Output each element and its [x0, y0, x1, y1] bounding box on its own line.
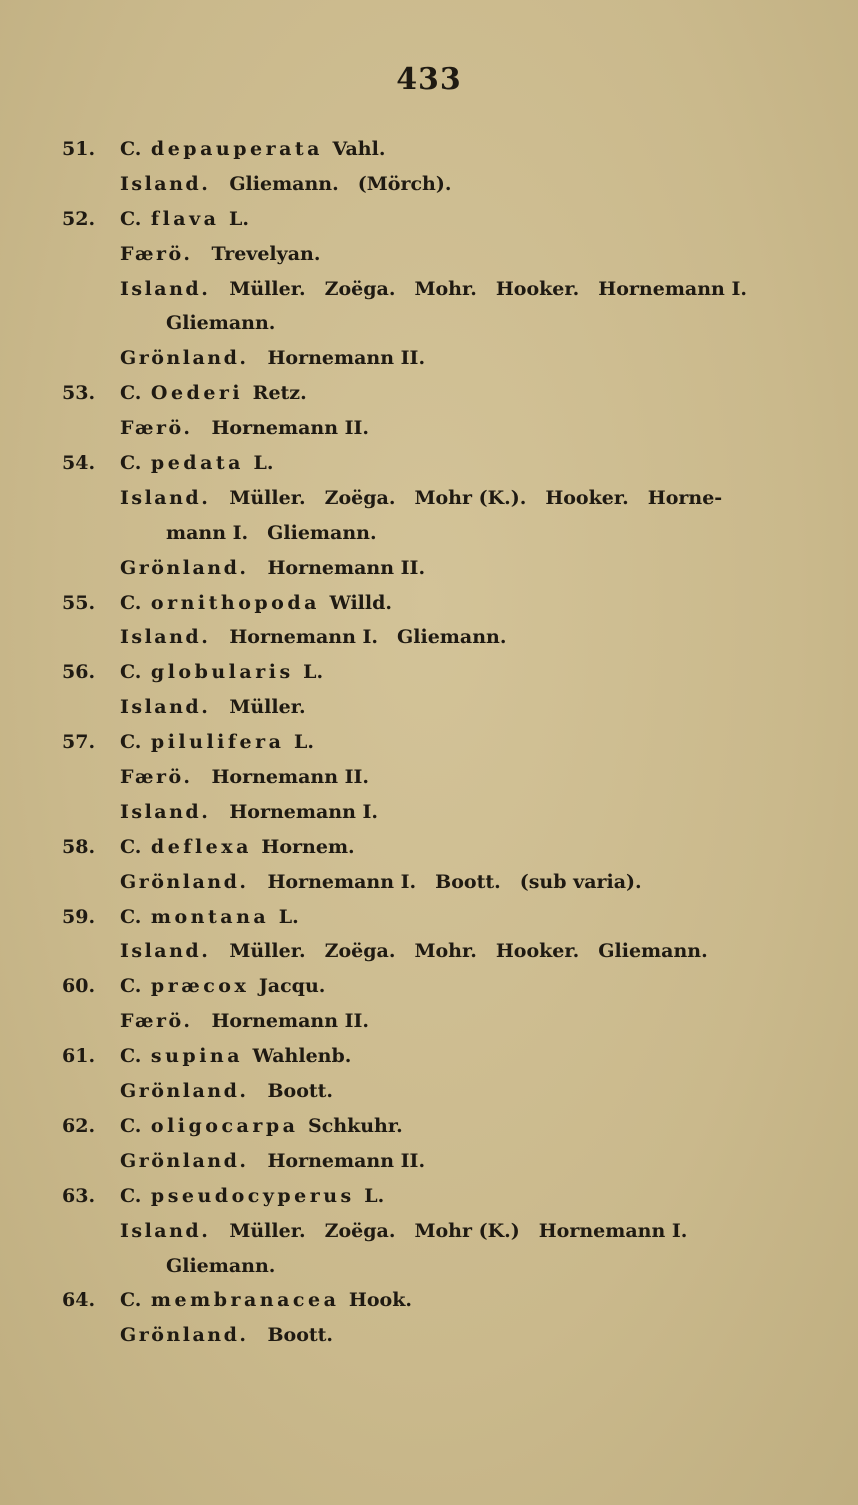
- collector-name: Müller.: [229, 940, 306, 963]
- species-number: 59.: [62, 905, 96, 928]
- locality-record: [0, 481, 858, 516]
- species-heading: [0, 725, 858, 760]
- page-number: 433: [396, 62, 462, 97]
- locality-record: [0, 1004, 858, 1039]
- record-text: [120, 1318, 333, 1353]
- species-author: L.: [293, 731, 314, 754]
- record-text: [166, 306, 275, 341]
- species-epithet: pilulifera: [150, 731, 285, 754]
- collector-name: Hooker.: [495, 277, 580, 300]
- record-text: [120, 272, 747, 307]
- species-author: Hornem.: [261, 835, 355, 858]
- species-number: 51.: [62, 138, 96, 160]
- species-heading: [0, 1039, 858, 1074]
- species-heading: [0, 1179, 858, 1214]
- species-name: [120, 1179, 384, 1214]
- record-text: [120, 1074, 333, 1109]
- species-epithet: membranacea: [150, 1289, 340, 1312]
- region-name: Grönland.: [120, 347, 249, 370]
- species-number: 54.: [62, 452, 96, 475]
- species-heading: [0, 132, 858, 167]
- region-name: Færö.: [120, 766, 193, 789]
- species-name: [120, 376, 307, 411]
- species-name: [120, 725, 314, 760]
- collector-name: Hornemann I.: [267, 870, 417, 893]
- genus-abbrev: C.: [120, 835, 142, 858]
- collector-name: Hornemann II.: [211, 1010, 370, 1033]
- collector-name: Hornemann II.: [267, 556, 426, 579]
- collector-name: Müller.: [229, 1219, 306, 1242]
- region-name: Færö.: [120, 417, 193, 440]
- region-name: Island.: [120, 696, 211, 719]
- locality-record: [0, 620, 858, 655]
- locality-record: [0, 1074, 858, 1109]
- record-text: [120, 795, 378, 830]
- region-name: Island.: [120, 1219, 211, 1242]
- species-epithet: præcox: [150, 975, 250, 998]
- species-epithet: pseudocyperus: [150, 1184, 355, 1207]
- collector-name: Gliemann.: [397, 626, 507, 649]
- locality-record: [0, 167, 858, 202]
- region-name: Island.: [120, 940, 211, 963]
- species-list: [0, 132, 858, 1353]
- species-epithet: deflexa: [150, 835, 252, 858]
- record-text: [120, 1004, 369, 1039]
- species-author: L.: [228, 207, 249, 230]
- collector-name: Zoëga.: [324, 486, 396, 509]
- species-author: L.: [278, 905, 299, 928]
- locality-record: [0, 1249, 858, 1284]
- collector-name: Müller.: [229, 277, 306, 300]
- genus-abbrev: C.: [120, 1184, 142, 1207]
- collector-name: Mohr.: [414, 940, 477, 963]
- genus-abbrev: C.: [120, 905, 142, 928]
- record-text: [120, 341, 425, 376]
- record-text: [120, 865, 642, 900]
- region-name: Grönland.: [120, 1080, 249, 1103]
- species-number: 62.: [62, 1114, 96, 1137]
- record-text: [166, 1249, 275, 1284]
- genus-abbrev: C.: [120, 207, 142, 230]
- species-name: [120, 132, 385, 167]
- collector-name: Gliemann.: [267, 521, 377, 544]
- region-name: Grönland.: [120, 1324, 249, 1347]
- collector-name: Müller.: [229, 696, 306, 719]
- record-text: [166, 516, 377, 551]
- species-number: 58.: [62, 835, 96, 858]
- species-name: [120, 655, 323, 690]
- locality-record: [0, 690, 858, 725]
- species-author: Wahlenb.: [252, 1045, 352, 1068]
- collector-name: Zoëga.: [324, 277, 396, 300]
- collector-name: Gliemann.: [166, 1254, 276, 1277]
- species-author: Hook.: [348, 1289, 412, 1312]
- collector-name: Boott.: [267, 1080, 334, 1103]
- region-name: Færö.: [120, 1010, 193, 1033]
- species-author: Vahl.: [332, 138, 386, 160]
- record-text: [120, 760, 369, 795]
- collector-name: Gliemann.: [598, 940, 708, 963]
- genus-abbrev: C.: [120, 1045, 142, 1068]
- species-author: Schkuhr.: [307, 1114, 403, 1137]
- species-heading: [0, 1283, 858, 1318]
- genus-abbrev: C.: [120, 452, 142, 475]
- species-heading: [0, 969, 858, 1004]
- species-name: [120, 202, 249, 237]
- species-number: 52.: [62, 207, 96, 230]
- collector-name: Gliemann.: [229, 172, 339, 195]
- collector-name: (sub varia).: [519, 870, 642, 893]
- record-text: [120, 481, 722, 516]
- species-epithet: montana: [150, 905, 270, 928]
- species-heading: [0, 655, 858, 690]
- genus-abbrev: C.: [120, 1289, 142, 1312]
- locality-record: [0, 865, 858, 900]
- species-epithet: ornithopoda: [150, 591, 320, 614]
- species-number: 63.: [62, 1184, 96, 1207]
- species-number: 56.: [62, 661, 96, 684]
- collector-name: Hooker.: [495, 940, 580, 963]
- species-epithet: globularis: [150, 661, 294, 684]
- species-heading: [0, 1109, 858, 1144]
- locality-record: [0, 516, 858, 551]
- record-text: [120, 411, 369, 446]
- species-heading: [0, 376, 858, 411]
- record-text: [120, 934, 708, 969]
- species-heading: [0, 586, 858, 621]
- species-author: L.: [364, 1184, 385, 1207]
- region-name: Island.: [120, 486, 211, 509]
- species-heading: [0, 446, 858, 481]
- collector-name: Trevelyan.: [211, 242, 321, 265]
- locality-record: [0, 272, 858, 307]
- species-name: [120, 830, 355, 865]
- locality-record: [0, 411, 858, 446]
- collector-name: Müller.: [229, 486, 306, 509]
- locality-record: [0, 341, 858, 376]
- record-text: [120, 167, 451, 202]
- species-author: Willd.: [329, 591, 393, 614]
- collector-name: Hooker.: [545, 486, 629, 509]
- collector-name: Gliemann.: [166, 312, 276, 335]
- record-text: [120, 1144, 425, 1179]
- species-name: [120, 586, 392, 621]
- record-text: [120, 1214, 687, 1249]
- species-name: [120, 446, 273, 481]
- collector-name: Hornemann II.: [211, 417, 370, 440]
- record-text: [120, 237, 320, 272]
- species-name: [120, 969, 325, 1004]
- collector-name: Mohr (K.).: [414, 486, 527, 509]
- species-heading: [0, 900, 858, 935]
- region-name: Færö.: [120, 242, 193, 265]
- record-text: [120, 690, 306, 725]
- collector-name: Zoëga.: [324, 1219, 396, 1242]
- species-number: 60.: [62, 975, 96, 998]
- species-epithet: oligocarpa: [150, 1114, 299, 1137]
- record-text: [120, 551, 425, 586]
- species-name: [120, 900, 299, 935]
- locality-record: [0, 1318, 858, 1353]
- species-number: 53.: [62, 382, 96, 405]
- species-author: L.: [303, 661, 324, 684]
- species-epithet: flava: [150, 207, 220, 230]
- collector-name: (Mörch).: [357, 172, 452, 195]
- genus-abbrev: C.: [120, 382, 142, 405]
- locality-record: [0, 1214, 858, 1249]
- genus-abbrev: C.: [120, 1114, 142, 1137]
- species-author: L.: [253, 452, 274, 475]
- genus-abbrev: C.: [120, 138, 142, 160]
- region-name: Island.: [120, 800, 211, 823]
- collector-name: Mohr (K.): [414, 1219, 520, 1242]
- region-name: Grönland.: [120, 1149, 249, 1172]
- genus-abbrev: C.: [120, 591, 142, 614]
- species-author: Jacqu.: [258, 975, 326, 998]
- genus-abbrev: C.: [120, 661, 142, 684]
- species-heading: [0, 202, 858, 237]
- locality-record: [0, 237, 858, 272]
- region-name: Grönland.: [120, 556, 249, 579]
- species-author: Retz.: [252, 382, 307, 405]
- collector-name: Hornemann I.: [538, 1219, 688, 1242]
- species-epithet: supina: [150, 1045, 244, 1068]
- region-name: Island.: [120, 172, 211, 195]
- region-name: Island.: [120, 277, 211, 300]
- locality-record: [0, 551, 858, 586]
- locality-record: [0, 760, 858, 795]
- species-epithet: depauperata: [150, 138, 323, 160]
- locality-record: [0, 795, 858, 830]
- collector-name: Hornemann I.: [598, 277, 747, 300]
- species-heading: [0, 830, 858, 865]
- species-name: [120, 1039, 351, 1074]
- collector-name: Hornemann II.: [211, 766, 370, 789]
- collector-name: Hornemann II.: [267, 1149, 426, 1172]
- locality-record: [0, 306, 858, 341]
- collector-name: Horne-: [647, 486, 723, 509]
- locality-record: [0, 934, 858, 969]
- region-name: Island.: [120, 626, 211, 649]
- species-number: 61.: [62, 1045, 96, 1068]
- collector-name: Boott.: [435, 870, 501, 893]
- locality-record: [0, 1144, 858, 1179]
- species-name: [120, 1283, 412, 1318]
- species-epithet: pedata: [150, 452, 244, 475]
- collector-name: Hornemann I.: [229, 626, 379, 649]
- record-text: [120, 620, 506, 655]
- species-name: [120, 1109, 403, 1144]
- collector-name: Boott.: [267, 1324, 334, 1347]
- collector-name: Zoëga.: [324, 940, 396, 963]
- species-number: 57.: [62, 731, 96, 754]
- region-name: Grönland.: [120, 870, 249, 893]
- genus-abbrev: C.: [120, 731, 142, 754]
- collector-name: Hornemann II.: [267, 347, 426, 370]
- species-epithet: Oederi: [150, 382, 244, 405]
- genus-abbrev: C.: [120, 975, 142, 998]
- species-number: 64.: [62, 1289, 96, 1312]
- collector-name: mann I.: [166, 521, 249, 544]
- collector-name: Hornemann I.: [229, 800, 379, 823]
- collector-name: Mohr.: [414, 277, 477, 300]
- species-number: 55.: [62, 591, 96, 614]
